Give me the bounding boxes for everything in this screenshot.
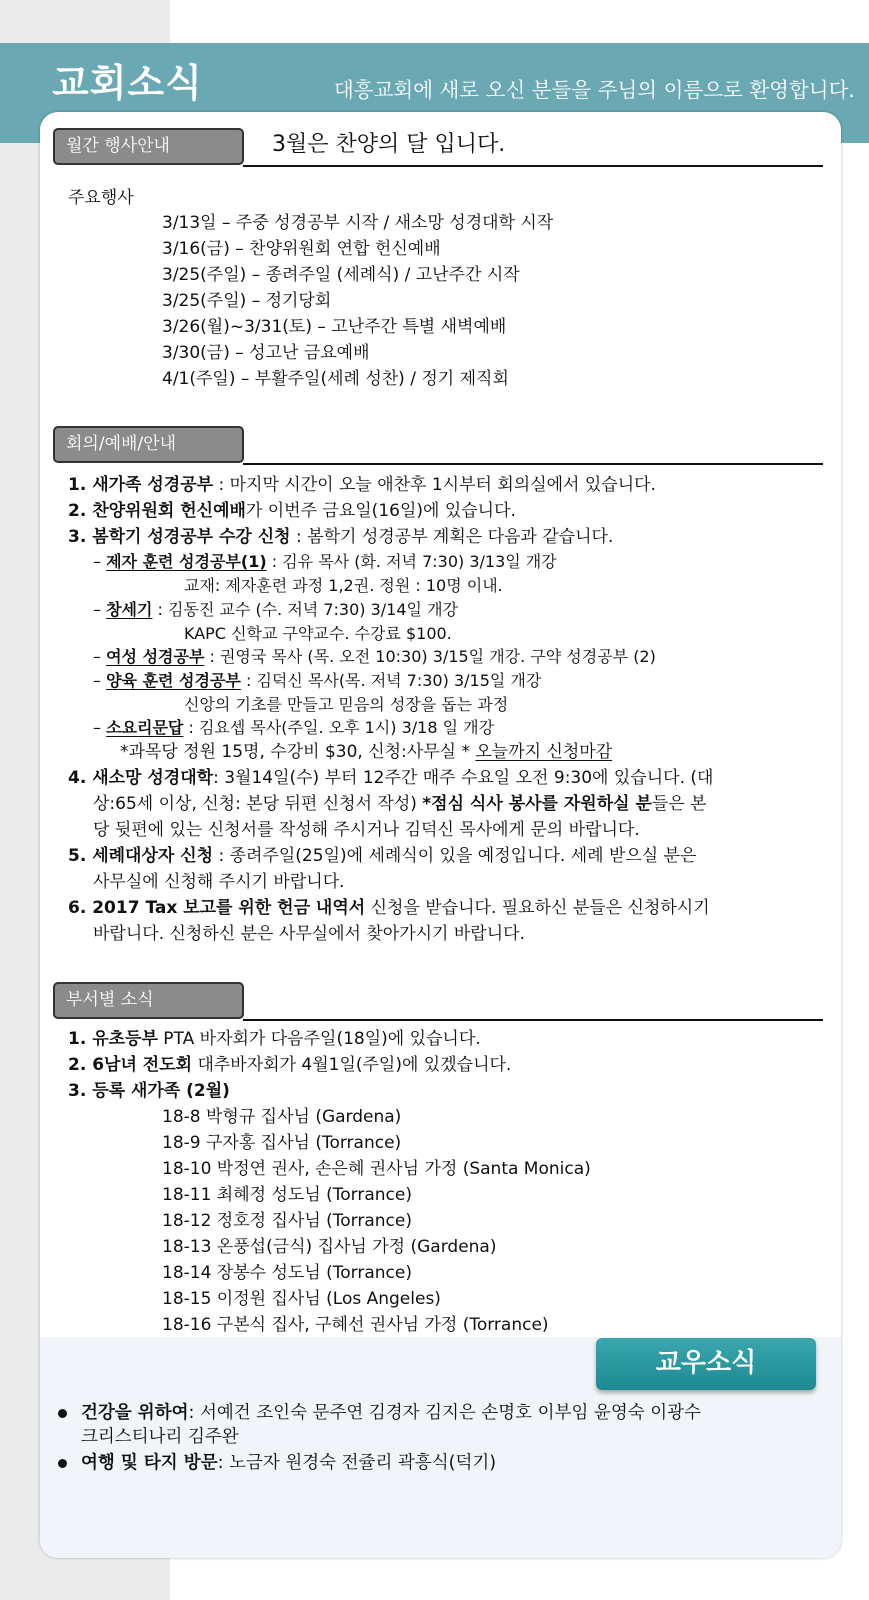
notice-item-2: 2. 찬양위원회 헌신예배가 이번주 금요일(16일)에 있습니다. <box>68 501 516 521</box>
notice-item-4-line2: 상:65세 이상, 신청: 본당 뒤편 신청서 작성) *점심 식사 봉사를 자원하실 분들은 본 <box>93 794 707 814</box>
section-label-monthly: 월간 행사안내 <box>53 128 244 165</box>
section-divider <box>243 463 823 465</box>
section-label-dept: 부서별 소식 <box>53 982 244 1019</box>
notice-item-4-line3: 당 뒷편에 있는 신청서를 작성해 주시거나 김덕신 목사에게 문의 바랍니다. <box>93 820 640 840</box>
course-detail: 교재: 제자훈련 과정 1,2권. 정원 : 10명 이내. <box>184 576 503 595</box>
event-item: 3/13일 – 주중 성경공부 시작 / 새소망 성경대학 시작 <box>162 213 554 233</box>
course-genesis: – 창세기 : 김동진 교수 (수. 저녁 7:30) 3/14일 개강 <box>93 600 458 619</box>
section-divider <box>243 165 823 167</box>
new-family-item: 18-12 정호정 집사님 (Torrance) <box>162 1211 412 1231</box>
section-label-meeting: 회의/예배/안내 <box>53 426 244 463</box>
event-item: 4/1(주일) – 부활주일(세례 성찬) / 정기 제직회 <box>162 369 509 389</box>
notice-item-6: 6. 2017 Tax 보고를 위한 헌금 내역서 신청을 받습니다. 필요하신 분들은 신청하시기 <box>68 898 710 918</box>
dept-item-3: 3. 등록 새가족 (2월) <box>68 1081 230 1101</box>
event-item: 3/30(금) – 성고난 금요예배 <box>162 343 370 363</box>
new-family-item: 18-11 최혜정 성도님 (Torrance) <box>162 1185 412 1205</box>
bullet-icon <box>58 1459 67 1468</box>
new-family-item: 18-15 이정원 집사님 (Los Angeles) <box>162 1289 441 1309</box>
dept-item-2: 2. 6남녀 전도회 대추바자회가 4월1일(주일)에 있겠습니다. <box>68 1055 512 1075</box>
section-divider <box>243 1019 823 1021</box>
notice-item-6-line2: 바랍니다. 신청하신 분은 사무실에서 찾아가시기 바랍니다. <box>93 924 525 944</box>
members-news-ribbon: 교우소식 <box>596 1338 816 1390</box>
course-nurture: – 양육 훈련 성경공부 : 김덕신 목사(목. 저녁 7:30) 3/15일 개강 <box>93 671 542 690</box>
course-women: – 여성 성경공부 : 권영국 목사 (목. 오전 10:30) 3/15일 개강. 구약 성경공부 (2) <box>93 647 656 666</box>
notice-item-1: 1. 새가족 성경공부 : 마지막 시간이 오늘 애찬후 1시부터 회의실에서 있습니다. <box>68 475 656 495</box>
course-detail: 신앙의 기초를 만들고 믿음의 성장을 돕는 과정 <box>184 695 509 714</box>
new-family-item: 18-9 구자홍 집사님 (Torrance) <box>162 1133 402 1153</box>
event-item: 3/26(월)~3/31(토) – 고난주간 특별 새벽예배 <box>162 317 507 337</box>
events-title: 주요행사 <box>68 188 134 208</box>
notice-item-5: 5. 세례대상자 신청 : 종려주일(25일)에 세례식이 있을 예정입니다. 세례 받으실 분은 <box>68 846 697 866</box>
new-family-item: 18-14 장봉수 성도님 (Torrance) <box>162 1263 412 1283</box>
course-note: *과목당 정원 15명, 수강비 $30, 신청:사무실 * 오늘까지 신청마감 <box>120 742 613 762</box>
event-item: 3/25(주일) – 종려주일 (세례식) / 고난주간 시작 <box>162 265 520 285</box>
notice-item-5-line2: 사무실에 신청해 주시기 바랍니다. <box>93 872 345 892</box>
dept-item-1: 1. 유초등부 PTA 바자회가 다음주일(18일)에 있습니다. <box>68 1029 481 1049</box>
health-prayer-list: 건강을 위하여: 서예건 조인숙 문주연 김경자 김지은 손명호 이부임 윤영숙 이광수 <box>81 1403 701 1423</box>
event-item: 3/25(주일) – 정기당회 <box>162 291 332 311</box>
welcome-subtitle: 대흥교회에 새로 오신 분들을 주님의 이름으로 환영합니다. <box>334 78 855 102</box>
notice-item-4: 4. 새소망 성경대학: 3월14일(수) 부터 12주간 매주 수요일 오전 9:30에 있습니다. (대 <box>68 768 714 788</box>
new-family-item: 18-8 박형규 집사님 (Gardena) <box>162 1107 402 1127</box>
travel-list: 여행 및 타지 방문: 노금자 원경숙 전쥴리 곽흥식(덕기) <box>81 1453 497 1473</box>
course-discipleship: – 제자 훈련 성경공부(1) : 김유 목사 (화. 저녁 7:30) 3/13일 개강 <box>93 552 557 571</box>
course-detail: KAPC 신학교 구약교수. 수강료 $100. <box>184 624 452 643</box>
bullet-icon <box>58 1409 67 1418</box>
course-catechism: – 소요리문답 : 김요셉 목사(주일. 오후 1시) 3/18 일 개강 <box>93 718 495 737</box>
new-family-item: 18-13 온풍섭(금식) 집사님 가정 (Gardena) <box>162 1237 497 1257</box>
health-prayer-list-line2: 크리스티나리 김주완 <box>81 1427 239 1447</box>
notice-item-3: 3. 봄학기 성경공부 수강 신청 : 봄학기 성경공부 계획은 다음과 같습니다. <box>68 527 614 547</box>
new-family-item: 18-16 구본식 집사, 구혜선 권사님 가정 (Torrance) <box>162 1315 549 1335</box>
monthly-headline: 3월은 찬양의 달 입니다. <box>272 132 506 157</box>
event-item: 3/16(금) – 찬양위원회 연합 헌신예배 <box>162 239 441 259</box>
page-title: 교회소식 <box>52 61 203 105</box>
new-family-item: 18-10 박정연 권사, 손은혜 권사님 가정 (Santa Monica) <box>162 1159 591 1179</box>
